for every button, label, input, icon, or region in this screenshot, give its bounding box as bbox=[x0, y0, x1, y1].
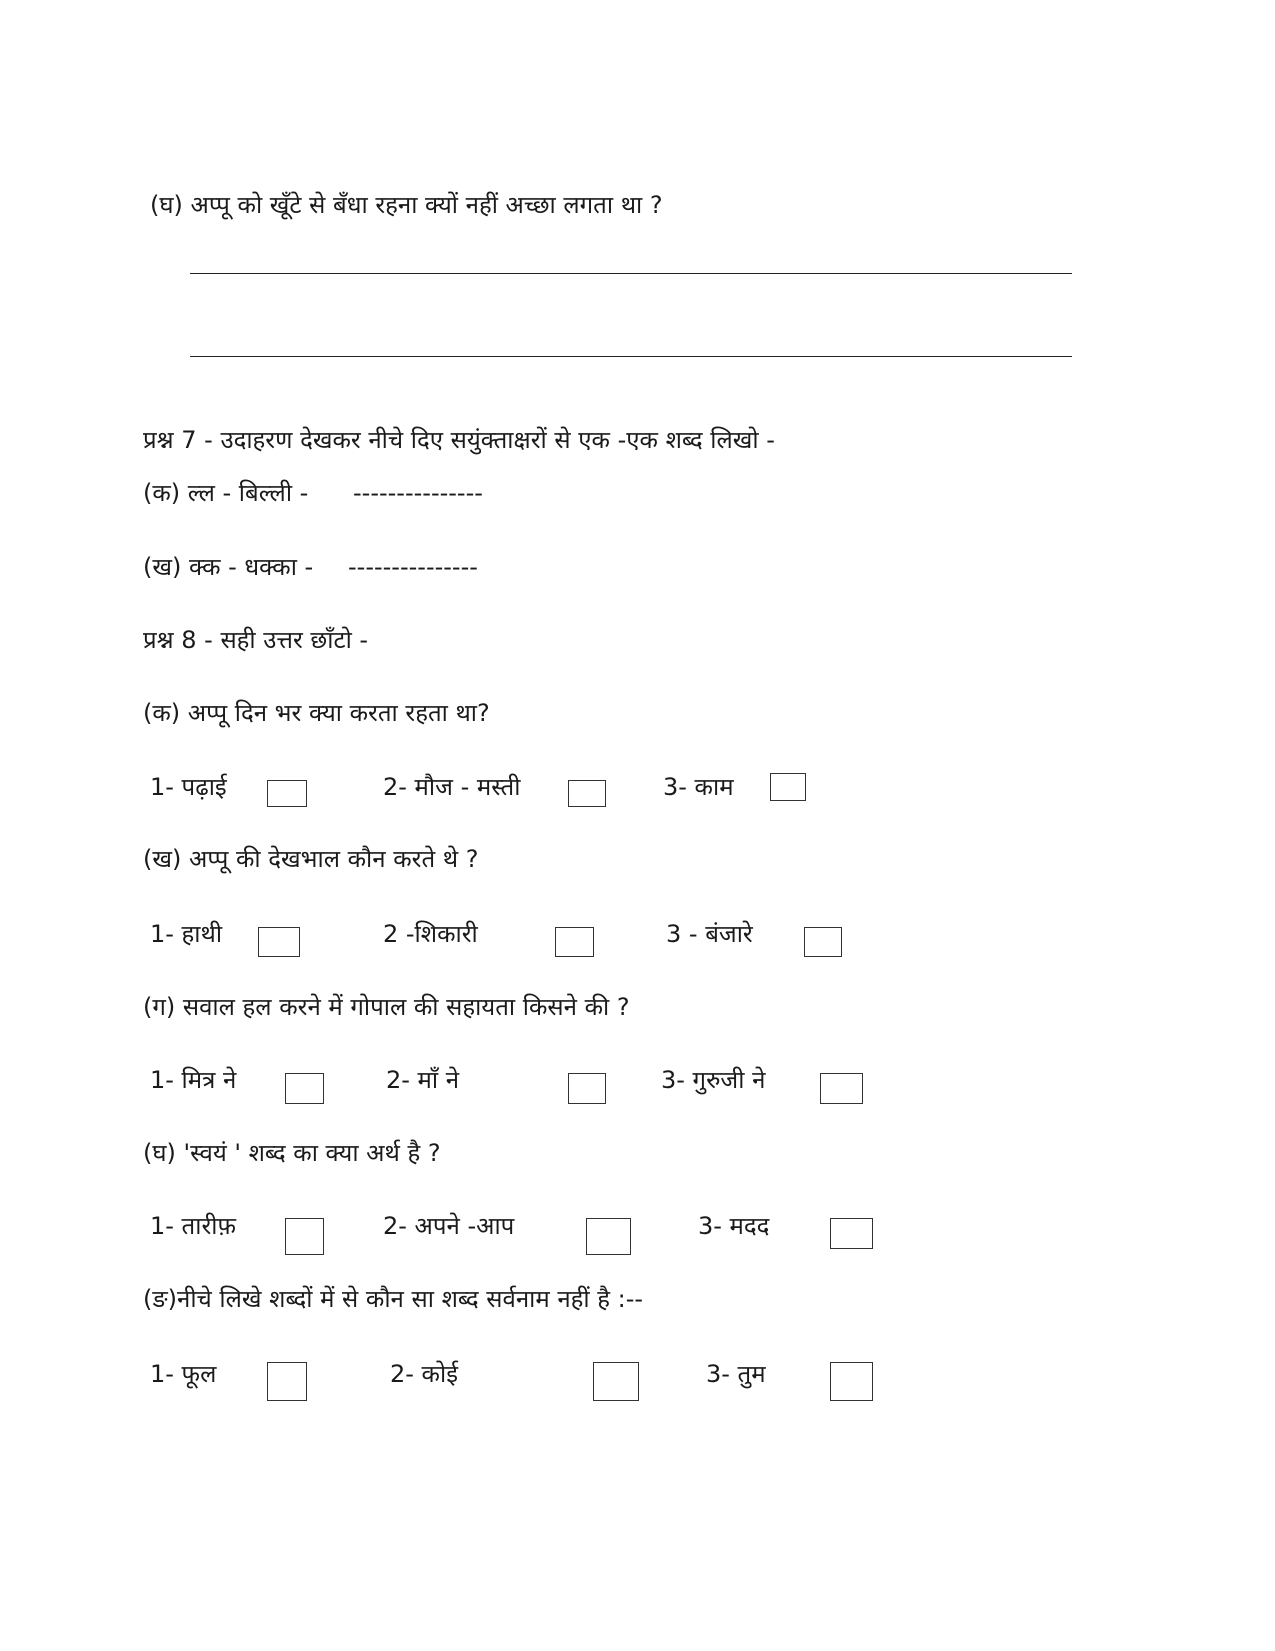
q6d-question: (घ) अप्पू को खूँटे से बँधा रहना क्यों नहीं अच्छा लगता था ? bbox=[150, 191, 663, 219]
q8-ga-option-3: 3- गुरुजी ने bbox=[661, 1066, 766, 1094]
q8-ga-checkbox-3[interactable] bbox=[820, 1073, 863, 1104]
q8-gha-question: (घ) 'स्वयं ' शब्द का क्या अर्थ है ? bbox=[143, 1139, 441, 1167]
answer-line-2[interactable] bbox=[190, 356, 1072, 357]
q8-gha-option-1: 1- तारीफ़ bbox=[150, 1212, 236, 1240]
q7-heading: प्रश्न 7 - उदाहरण देखकर नीचे दिए सयुंक्ताक्षरों से एक -एक शब्द लिखो - bbox=[143, 426, 775, 454]
q8-ka-question: (क) अप्पू दिन भर क्या करता रहता था? bbox=[143, 699, 490, 727]
q8-kha-checkbox-3[interactable] bbox=[804, 927, 842, 957]
q8-kha-option-2: 2 -शिकारी bbox=[383, 920, 478, 948]
q8-kha-option-3: 3 - बंजारे bbox=[666, 920, 753, 948]
q8-nga-option-2: 2- कोई bbox=[390, 1360, 458, 1388]
q8-ga-question: (ग) सवाल हल करने में गोपाल की सहायता किसने की ? bbox=[143, 993, 630, 1021]
q8-gha-option-3: 3- मदद bbox=[698, 1212, 770, 1240]
q8-ga-option-2: 2- माँ ने bbox=[386, 1066, 460, 1094]
q8-nga-option-3: 3- तुम bbox=[706, 1360, 766, 1388]
q8-ga-option-1: 1- मित्र ने bbox=[150, 1066, 237, 1094]
q8-nga-checkbox-1[interactable] bbox=[267, 1362, 307, 1401]
q8-gha-checkbox-3[interactable] bbox=[830, 1218, 873, 1249]
q8-gha-checkbox-2[interactable] bbox=[586, 1218, 631, 1255]
q8-ka-option-3: 3- काम bbox=[663, 773, 734, 801]
q8-nga-option-1: 1- फूल bbox=[150, 1360, 217, 1388]
q8-heading: प्रश्न 8 - सही उत्तर छाँटो - bbox=[143, 626, 369, 654]
q7-item-kha-blank[interactable]: --------------- bbox=[348, 553, 478, 581]
q7-item-ka-label: (क) ल्ल - बिल्ली - bbox=[143, 479, 309, 507]
q8-ga-checkbox-2[interactable] bbox=[568, 1073, 606, 1104]
q8-kha-option-1: 1- हाथी bbox=[150, 920, 223, 948]
q8-gha-option-2: 2- अपने -आप bbox=[383, 1212, 515, 1240]
q8-kha-question: (ख) अप्पू की देखभाल कौन करते थे ? bbox=[143, 845, 479, 873]
q8-ka-option-1: 1- पढ़ाई bbox=[150, 773, 227, 801]
q8-ka-checkbox-3[interactable] bbox=[770, 773, 806, 801]
q8-nga-checkbox-3[interactable] bbox=[830, 1362, 873, 1401]
q7-item-ka-blank[interactable]: --------------- bbox=[353, 479, 483, 507]
q8-kha-checkbox-1[interactable] bbox=[258, 927, 300, 957]
answer-line-1[interactable] bbox=[190, 273, 1072, 274]
q8-gha-checkbox-1[interactable] bbox=[285, 1218, 324, 1255]
q8-ka-checkbox-1[interactable] bbox=[267, 780, 307, 807]
q8-ga-checkbox-1[interactable] bbox=[285, 1073, 324, 1104]
q8-nga-question: (ङ)नीचे लिखे शब्दों में से कौन सा शब्द सर्वनाम नहीं है :-- bbox=[143, 1285, 644, 1313]
q8-ka-option-2: 2- मौज - मस्ती bbox=[383, 773, 521, 801]
q7-item-kha-label: (ख) क्क - धक्का - bbox=[143, 553, 314, 581]
q8-ka-checkbox-2[interactable] bbox=[568, 780, 606, 807]
q8-kha-checkbox-2[interactable] bbox=[555, 927, 594, 957]
q8-nga-checkbox-2[interactable] bbox=[593, 1362, 639, 1401]
